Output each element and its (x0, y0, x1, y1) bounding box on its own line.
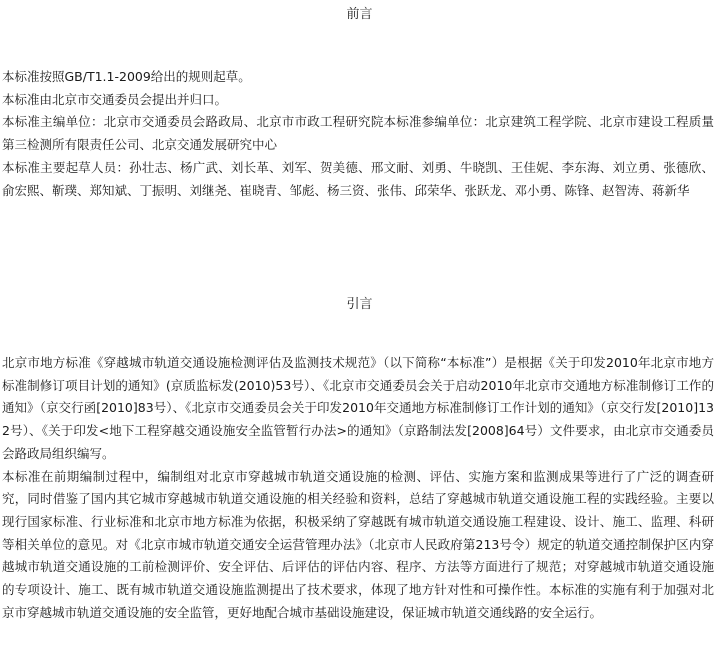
introduction-paragraph: 本标准在前期编制过程中，编制组对北京市穿越城市轨道交通设施的检测、评估、实施方案和监测成果等进行了广泛的调查研究，同时借鉴了国内其它城市穿越城市轨道交通设施的相关经验和资料，总结了穿越城市轨道交通设施工程的实践经验。主要以现行国家标准、行业标准和北京市地方标准为依据，积极采纳了穿越既有城市轨道交通设施工程建设、设计、施工、监理、科研等相关单位的意见。对《北京市城市轨道交通安全运营管理办法》（北京市人民政府第213号令）规定的轨道交通控制保护区内穿越城市轨道交通设施的工前检测评价、安全评估、后评估的评估内容、程序、方法等方面进行了规范；对穿越城市轨道交通设施的专项设计、施工、既有城市轨道交通设施监测提出了技术要求，体现了地方针对性和可操作性。本标准的实施有利于加强对北京市穿越城市轨道交通设施的安全监管，更好地配合城市基础设施建设，保证城市轨道交通线路的安全运行。 (2, 468, 714, 620)
introduction-section (2, 352, 714, 624)
introduction-heading: 引言 (346, 297, 373, 312)
foreword-paragraph: 本标准主要起草人员：孙壮志、杨广武、刘长革、刘军、贺美德、邢文耐、刘勇、牛晓凯、王佳妮、李东海、刘立勇、张德欣、俞宏熙、靳璞、郑知斌、丁振明、刘继尧、崔晓青、邹彪、杨三资、张伟、邱荣华、张跃龙、邓小勇、陈锋、赵智涛、蒋新华 (2, 159, 714, 198)
foreword-paragraph: 本标准按照GB/T1.1-2009给出的规则起草。 (2, 69, 251, 84)
foreword-paragraph: 本标准由北京市交通委员会提出并归口。 (2, 91, 228, 107)
foreword-paragraph: 本标准主编单位：北京市交通委员会路政局、北京市市政工程研究院本标准参编单位：北京建筑工程学院、北京市建设工程质量第三检测所有限责任公司、北京交通发展研究中心 (2, 114, 714, 153)
introduction-paragraph: 北京市地方标准《穿越城市轨道交通设施检测评估及监测技术规范》（以下简称“本标准”）是根据《关于印发2010年北京市地方标准制修订项目计划的通知》(京质监标发(2010)53号）、《北京市交通委员会关于启动2010年北京市交通地方标准制修订工作的通知》（京交行函[2010]83号）、《北京市交通委员会关于印发2010年交通地方标准制修订工作计划的通知》（京交行发[2010]132号）、《关于印发<地下工程穿越交通设施安全监管暂行办法>的通知》（京路制法发[2008]64号）文件要求，由北京市交通委员会路政局组织编写。 (2, 355, 714, 461)
foreword-section (2, 66, 714, 202)
foreword-heading: 前言 (346, 7, 373, 22)
